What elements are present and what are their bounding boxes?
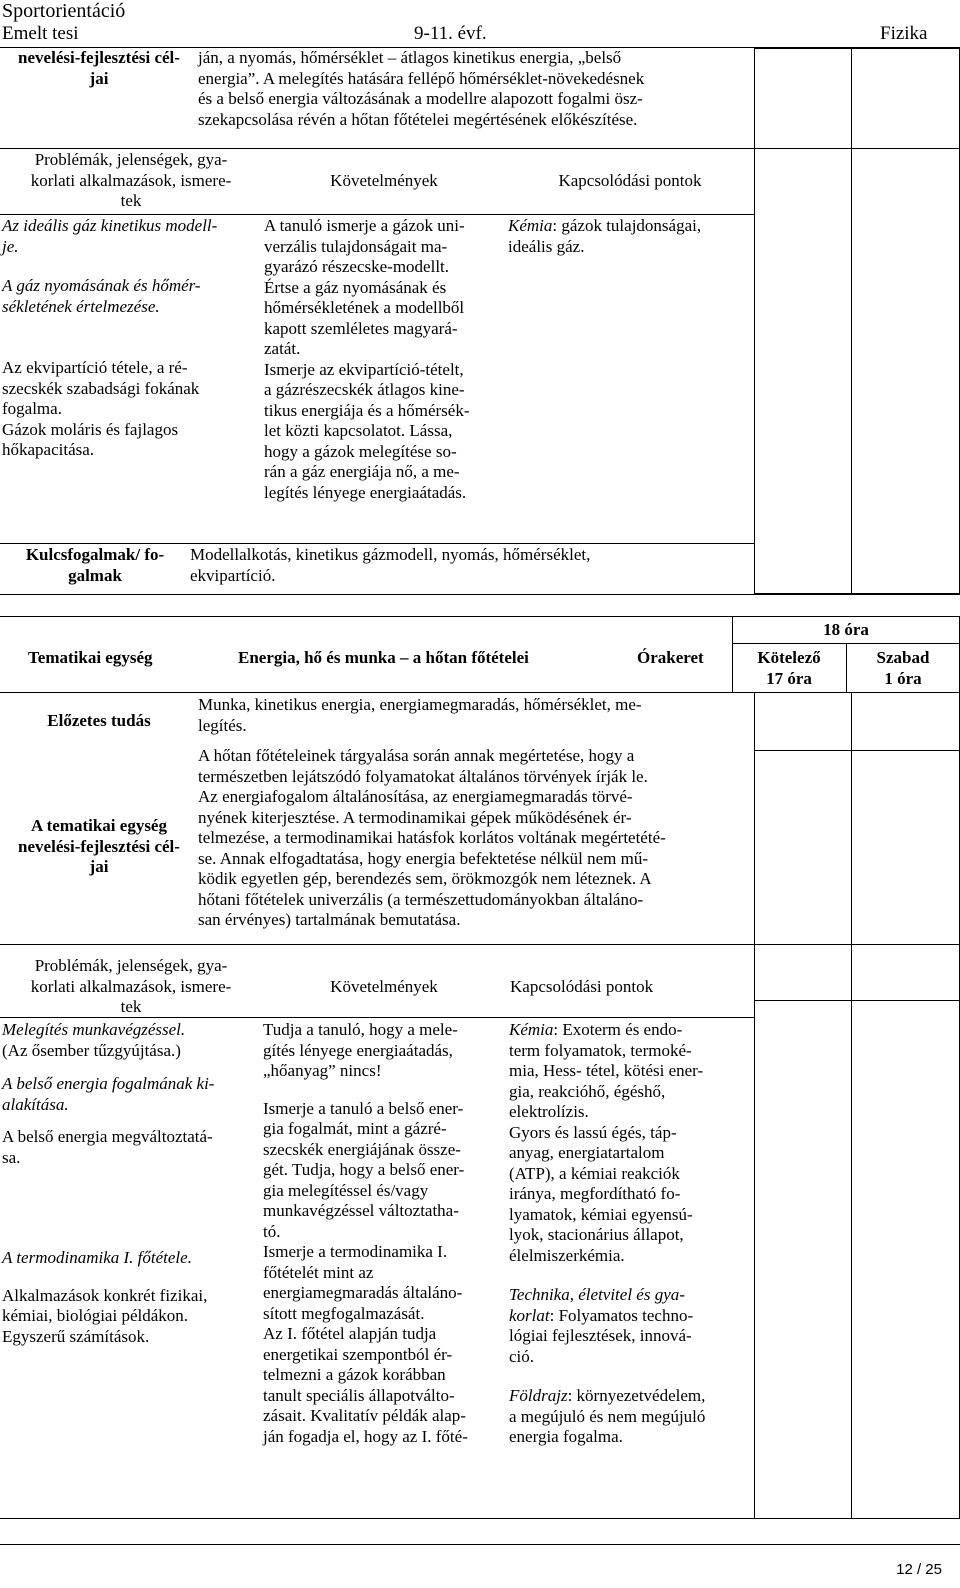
hours-required: Kötelező 17 óra <box>757 648 821 688</box>
unit2-connections-column: Kémia: Exoterm és endo- term folyamatok, termoké- mia, Hess- tétel, kötési ener- gia, reakcióhő, égéshő, elektrolízis. Gyors és lassú égés, táp- anyag, energiatartalom (ATP), a kémiai reakciók iránya, megfordítható fo- lyamatok, kémiai egyensú- lyok, stacionárius állapot, élelmiszerkémia. Technika, életvitel és gya- korlat: Folyamatos techno- lógiai fejlesztések, innová- ció. Földrajz: környezetvédelem, a megújuló és nem megújuló energia fogalma. <box>509 1020 706 1446</box>
side-grid-row <box>754 944 960 945</box>
hours-free: Szabad 1 óra <box>876 648 930 688</box>
subject-label: Fizika <box>880 23 928 44</box>
side-grid-mid <box>851 692 852 1518</box>
unit1-requirements-column: A tanuló ismerje a gázok uni- verzális tulajdonságait ma- gyarázó részecske-modellt. Értse a gáz nyomásának és hőmérsékletének a modellből kapott szemléletes magyará- zatát. Ismerje az ekvipartíció-tételt, a gázrészecskék átlagos kine- tikus energiája és a hőmérsék- let közti kapcsolatot. Lássa, hogy a gázok melegítése so- rán a gáz energiája nő, a me- legítés lényege energiaátadás. <box>264 216 470 502</box>
document-title: Sportorientáció <box>2 0 126 22</box>
unit2-requirements-column: Tudja a tanuló, hogy a mele- gítés lényege energiaátadás, „hőanyag” nincs! Ismerje a tanuló a belső ener- gia fogalmát, mint a gázré- szecskék energiájának össze- gét. Tudja, hogy a belső ener- gia melegítéssel és/vagy munkavégzéssel változtatha- tó. Ismerje a termodinamika I. főtételét mint az energiamegmaradás általáno- sított megfogalmazását. Az I. főtétel alapján tudja energetikai szempontból ér- telmezni a gázok korábban tanult speciális állapotválto- zásait. Kvalitatív példák alap- ján fogadja el, hogy az I. főté- <box>263 1020 468 1446</box>
hours-total: 18 óra <box>823 620 869 639</box>
side-grid-left <box>754 692 755 1518</box>
side-box <box>754 48 960 594</box>
unit1-row-divider <box>0 148 754 149</box>
footer-rule <box>0 1544 960 1545</box>
prereq-label: Előzetes tudás <box>47 711 151 730</box>
unit2-problems-column: Melegítés munkavégzéssel. (Az ősember tűzgyújtása.) A belső energia fogalmának ki- alakítása. A belső energia megváltoztatá- sa. A termodinamika I. főtétele. Alkalmazások konkrét fizikai, kémiai, biológiai példákon. Egyszerű számítások. <box>2 1020 215 1346</box>
unit2-connections-header: Kapcsolódási pontok <box>510 977 654 996</box>
page-number: 12 / 25 <box>896 1561 942 1578</box>
unit1-keywords-text: Modellalkotás, kinetikus gázmodell, nyomás, hőmérséklet, ekvipartíció. <box>190 545 591 585</box>
grade-label: 9-11. évf. <box>414 23 487 44</box>
unit2-unit-label: Tematikai egység <box>28 648 153 667</box>
unit1-requirements-header: Követelmények <box>330 171 438 190</box>
unit1-connections-header: Kapcsolódási pontok <box>558 171 702 190</box>
prereq-text: Munka, kinetikus energia, energiamegmaradás, hőmérséklet, me- legítés. <box>198 695 642 735</box>
unit1-keywords-divider <box>0 543 754 544</box>
unit2-requirements-header: Követelmények <box>330 977 438 996</box>
unit1-goals-text: ján, a nyomás, hőmérséklet – átlagos kinetikus energia, „belső energia”. A melegítés hatására fellépő hőmérséklet-növekedésnek és a belső energia változásának a modellre alapozott fogalmi ösz- szekapcsolása révén a hőtan főtételei megértésének előkészítése. <box>198 48 645 129</box>
unit2-bottom-rule <box>0 1518 960 1519</box>
unit2-title-divider <box>0 692 960 693</box>
unit1-keywords-label: Kulcsfogalmak/ fo- galmak <box>25 545 165 585</box>
unit2-problems-header: Problémák, jelenségek, gya- korlati alkalmazások, ismere- tek <box>30 956 232 1016</box>
unit1-problems-column: Az ideális gáz kinetikus modell- je. A gáz nyomásának és hőmér- sékletének értelmezése. Az ekvipartíció tétele, a ré- szecskék szabadsági fokának fogalma. Gázok moláris és fajlagos hőkapacitása. <box>2 216 218 459</box>
unit2-goals-divider <box>0 944 754 945</box>
side-grid-row <box>754 750 960 751</box>
unit2-goals-label: A tematikai egység nevelési-fejlesztési cél- jai <box>18 816 180 876</box>
side-box-divider <box>754 148 960 149</box>
unit1-problems-header: Problémák, jelenségek, gya- korlati alkalmazások, ismere- tek <box>30 150 232 210</box>
unit2-hours-label: Órakeret <box>637 648 704 667</box>
side-grid-row <box>754 1000 960 1001</box>
side-box-divider <box>851 48 852 594</box>
unit1-connections-column: Kémia: gázok tulajdonságai, ideális gáz. <box>508 216 702 256</box>
unit2-header-divider <box>0 1017 754 1018</box>
unit2-top-rule <box>0 616 960 617</box>
unit1-goals-label: nevelési-fejlesztési cél- jai <box>18 48 180 88</box>
unit1-header-divider <box>0 214 754 215</box>
unit1-bottom-rule <box>0 594 960 595</box>
level-label: Emelt tesi <box>2 23 79 44</box>
unit2-title: Energia, hő és munka – a hőtan főtételei <box>238 648 529 667</box>
unit2-goals-text: A hőtan főtételeinek tárgyalása során annak megértetése, hogy a természetben lejátszódó folyamatokat általános törvények írják le. Az energiafogalom általánosítása, az energiamegmaradás törvé- nyének kiterjesztése. A termodinamikai gépek működésének ér- telmezése, a termodinamikai hatásfok korlátos voltának megértetété- se. Annak elfogadtatása, hogy energia befektetése nélkül nem mű- ködik egyetlen gép, berendezés sem, örökmozgók nem léteznek. A hőtani főtételek univerzális (a természettudományokban általáno- san érvényes) tartalmának bemutatása. <box>198 746 666 929</box>
